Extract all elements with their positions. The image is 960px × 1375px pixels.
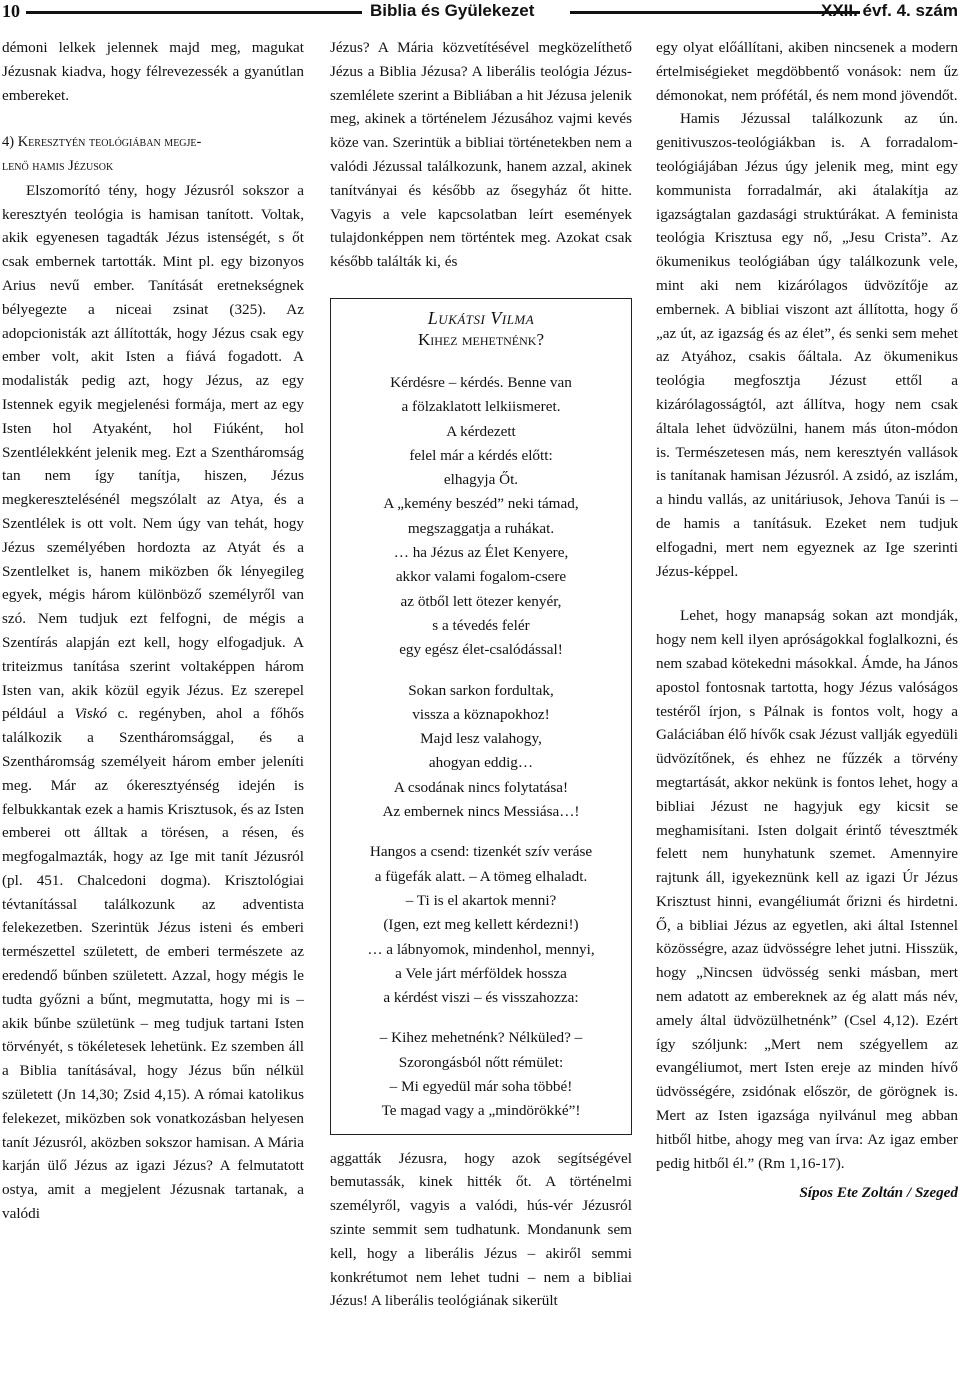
column-left bbox=[2, 36, 304, 1371]
poem-line: Te magad vagy a „mindörökké”! bbox=[381, 1102, 581, 1120]
poem-stanza bbox=[335, 840, 627, 1010]
body-paragraph: Hamis Jézussal találkozunk az ún. genitivuszos-teológiákban is. A forradalom-teológiájában Jézus úgy jelenik meg, mint egy kommunista forradalmár, aki átalakítja az igazságtalan gazdasági struktúrákat. A feminista teológia Krisztusa egy nő, „Jesu Crista”. Az ökumenikus teológiában úgy találkozunk vele, mint aki nem kizárólagos üdvözítője az embernek. A bibliai viszont azt állította, hogy ő „az út, az igazság és az élet”, és senki sem mehet az Atyához, csakis őáltala. Az ökumenikus teológia megfosztja Jézust ettől a kizárólagosságtól, azt állítva, hogy nem csak általa lehet üdvözülni, hanem más úton-módon is. Természetesen más, nem keresztyén vallások is tanítanak hamisan Jézusról. A zsidó, az iszlám, a hindu vallás, az unitáriusok, Jehova Tanúi is – de hamis a tanításuk. Ezeket nem tudjuk elfogadni, mert nem egyeznek az Ige szerinti Jézus-képpel. bbox=[656, 110, 958, 580]
poem-line: … ha Jézus az Élet Kenyere, bbox=[393, 544, 569, 562]
page-number: 10 bbox=[2, 1, 20, 21]
poem-line: A kérdezett bbox=[446, 422, 516, 440]
body-paragraph: aggatták Jézusra, hogy azok segítségével bemutassák, kinek hitték őt. A történelmi személyről, vagyis a valódi, hús-vér Jézusról szinte semmit sem tudhatunk. Mondanunk sem kell, hogy a liberális Jézus – akiről semmi konkrétumot nem lehet tudni – nem a bibliai Jézus! A liberális teológiának sikerült bbox=[330, 1149, 632, 1310]
book-title: Viskó bbox=[74, 705, 108, 723]
poem-line: Kérdésre – kérdés. Benne van bbox=[390, 373, 572, 391]
poem-line: – Mi egyedül már soha többé! bbox=[389, 1077, 573, 1095]
body-paragraph: Jézus? A Mária közvetítésével megközelíthető Jézus a Biblia Jézusa? A liberális teológia Jézus-szemlélete szerint a Bibliában a hit Jézusa jelenik meg, akinek a történelem Jézusához vajmi kevés köze van. Szerintük a bibliai történetekben nem a valódi Jézussal találkozunk, hanem azzal, akinek tanítványai és később az ősegyház őt hitte. Vagyis a vele kapcsolatban leírt események tulajdonképpen nem történtek meg. Azokat csak később találták ki, és bbox=[330, 39, 632, 271]
poem-line: ahogyan eddig… bbox=[428, 754, 534, 772]
poem-line: a fügefák alatt. – A tömeg elhaladt. bbox=[374, 867, 588, 885]
poem-line: akkor valami fogalom-csere bbox=[395, 568, 567, 586]
poem-line: megszaggatja a ruhákat. bbox=[407, 519, 555, 537]
poem-line: egy egész élet-csalódással! bbox=[399, 641, 563, 659]
poem-line: … a lábnyomok, mindenhol, mennyi, bbox=[367, 940, 595, 958]
poem-line: elhagyja Őt. bbox=[443, 471, 519, 489]
poem-line: Majd lesz valahogy, bbox=[420, 730, 542, 748]
column-middle bbox=[330, 36, 632, 1371]
poem-line: Hangos a csend: tizenkét szív veráse bbox=[369, 843, 593, 861]
publication-title: Biblia és Gyülekezet bbox=[370, 1, 535, 20]
poem-line: a fölzaklatott lelkiismeret. bbox=[401, 398, 561, 416]
poem-line: a Vele járt mérföldek hossza bbox=[395, 964, 567, 982]
header-rule-right bbox=[570, 11, 860, 14]
body-paragraph: Lehet, hogy manapság sokan azt mondják, hogy nem kell ilyen apróságokkal foglalkozni, és nem szabad kötekedni másokkal. Ámde, ha János apostol fontosnak tartotta, hogy Jézus valóságos testéről írjon, s Pálnak is fontos volt, hogy a Galáciában élő hívők csak Jézust vallják egyedüli üdvözítőnek, és ehhez ne fűzzék a törvény megtartását, akkor nekünk is fontos lehet, hogy a bibliai Jézust ne hagyjuk egy kicsit se meghamisítani. Isten dolgait érintő tévesztmék felett nem hunyhatunk szemet. Amennyire rajtunk áll, igyekeznünk kell az igazi Úr Jézus Krisztust hinni, evangéliumát őrizni és hirdetni. Ő, a bibliai Jézus az egyetlen, aki által Istennel közösségre, azaz üdvösségre lehet jutni. Hisszük, hogy „Nincsen üdvösség senki másban, mert nem adatott az embereknek az ég alatt más név, amely által üdvözülhetnénk” (Csel 4,12). Ezért így szóljunk: „Mert nem szégyellem az evangéliumot, mert Isten ereje az minden hívő üdvösségére, zsidónak először, de görögnek is. Mert az Isten igazsága nyilvánul meg abban hitből hitbe, ahogy meg van írva: Az igaz ember pedig hitből él.” (Rm 1,16-17). bbox=[656, 607, 958, 1172]
poem-stanza bbox=[335, 679, 627, 825]
poem-line: Sokan sarkon fordultak, bbox=[408, 681, 554, 699]
poem-line: (Igen, ezt meg kellett kérdezni!) bbox=[383, 916, 579, 934]
poem-title: Kihez mehetnénk? bbox=[417, 329, 545, 349]
issue-label: XXII. évf. 4. szám bbox=[820, 1, 958, 20]
author-name: Sípos Ete Zoltán bbox=[799, 1184, 904, 1202]
paragraph-gap bbox=[656, 583, 958, 604]
author-place: Szeged bbox=[914, 1184, 958, 1202]
poem-stanza bbox=[335, 1026, 627, 1123]
poem-author: Lukátsi Vilma bbox=[427, 307, 535, 328]
poem-line: felel már a kérdés előtt: bbox=[409, 446, 553, 464]
poem-stanza bbox=[335, 371, 627, 663]
header-rule-left bbox=[26, 11, 362, 14]
page-header bbox=[0, 0, 960, 24]
body-paragraph: egy olyat előállítani, akiben nincsenek a modern értelmiségieket megdöbbentő vonások: nem űz démonokat, nem prófétál, és nem mond jövendőt. bbox=[656, 39, 958, 104]
poem-line: – Kihez mehetnénk? Nélküled? – bbox=[379, 1029, 583, 1047]
poem-line: vissza a köznapokhoz! bbox=[412, 705, 550, 723]
poem-line: Az embernek nincs Messiása…! bbox=[382, 803, 580, 821]
poem-line: az ötből lett ötezer kenyér, bbox=[400, 592, 562, 610]
poem-line: – Ti is el akartok menni? bbox=[405, 891, 557, 909]
column-right bbox=[656, 36, 958, 1371]
section-title-line-2: lenő hamis Jézusok bbox=[2, 157, 114, 174]
body-text: Elszomorító tény, hogy Jézusról sokszor a keresztyén teológia is hamisan tanított. Voltak, akik egyenesen tagadták Jézus istenségét, s őt csak embernek tartották. Mint pl. egy bizonyos Arius nevű ember. Tanítását eretnekségnek bélyegezte a niceai zsinat (325). Az adopcionisták azt állították, hogy Jézus csak egy ember volt, akit Isten a fiává fogadott. A modalisták pedig azt, hogy Jézus, az egy Istennek egyik megjelenési formája, mert az egy Isten hol Atyaként, hol Fiúként, hol Szentlélekként jelenik meg. Ezt a Szentháromság tan nem így tanítja, hiszen, Jézus megkeresztelésénél megszólalt az Atya, és a Szentlélek is ott volt. Nem úgy van tehát, hogy Jézus személyében hordozta az Atyát és a Szentlelket is, hanem miközben ők lényegileg egyek, mégis három különböző személyről van szó. Nem tudjuk ezt felfogni, de mégis a Szentírás alapján ezt kell, hogy elfogadjuk. A triteizmus tanítása szerint voltaképpen három Isten van, akik közül egyik Jézus. Ez szerepel például a bbox=[2, 181, 304, 723]
author-signature bbox=[656, 1181, 958, 1205]
intro-paragraph: démoni lelkek jelennek majd meg, magukat Jézusnak kiadva, hogy félrevezessék a gyanútlan embereket. bbox=[2, 39, 304, 104]
body-paragraph bbox=[2, 179, 304, 1226]
poem-line: a kérdést viszi – és visszahozza: bbox=[383, 989, 579, 1007]
poem-line: A „kemény beszéd” neki támad, bbox=[383, 495, 579, 513]
signature-separator: / bbox=[903, 1184, 915, 1202]
poem-line: A csodának nincs folytatása! bbox=[393, 778, 569, 796]
section-title-line-1: 4) Keresztyén teológiában megje- bbox=[2, 134, 202, 151]
body-text-continued: c. regényben, ahol a főhős találkozik a Szentháromsággal, és a Szentháromság személyeit három ember jeleníti meg. Már az ókeresztyénség idején is felbukkantak ezek a hamis Krisztusok, és az Isten emberei ott álltak a törésen, a résen, és megfogalmazták, hogy az Ige mit tanít Jézusról (pl. 451. Chalcedoni dogma). Krisztológiai tévtanítással találkozunk az adventista felekezetben. Szerintük Jézus isteni és emberi természettel született, de emberi természete az eredendő bűnben született. Azzal, hogy mégis le tudta győzni a bűnt, megmutatta, hogy mi is – akik bűnbe születünk – meg tudjuk tartani Isten törvényét, s tökéletesek lehetünk. Ez szemben áll a Biblia tanításával, hogy Jézus bűn nélkül született (Jn 14,30; Zsid 4,15). A római katolikus felekezet, miközben sok vonatkozásban helyesen tanít Jézusról, aközben sokszor hamisan. A Mária karján ülő Jézus az igazi Jézus? A felmutatott ostya, amit a megjelent Jézusnak tartanak, a valódi bbox=[2, 705, 304, 1223]
poem-line: Szorongásból nőtt rémület: bbox=[398, 1053, 564, 1071]
poem-line: s a tévedés felér bbox=[432, 616, 530, 634]
poem-box bbox=[330, 298, 632, 1135]
section-title bbox=[2, 131, 304, 179]
